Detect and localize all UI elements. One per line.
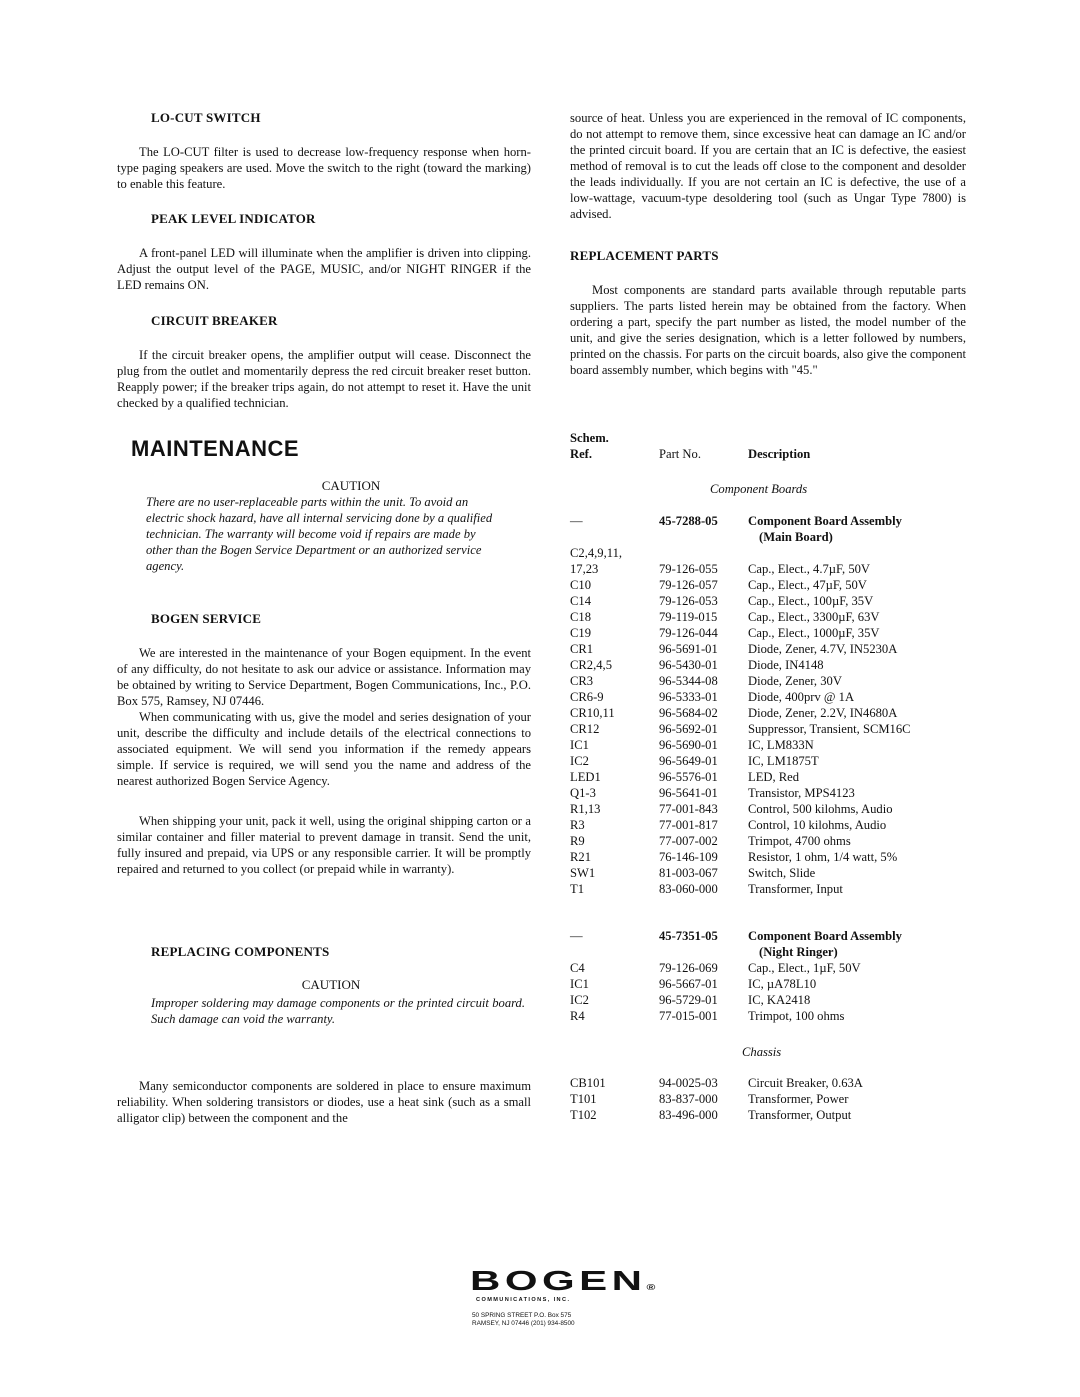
cell-part: 79-119-015 bbox=[659, 610, 718, 624]
cell-desc: Cap., Elect., 4.7µF, 50V bbox=[748, 562, 871, 576]
cell-desc: Trimpot, 4700 ohms bbox=[748, 834, 851, 848]
cell-desc: Trimpot, 100 ohms bbox=[748, 1009, 845, 1023]
breaker-heading: CIRCUIT BREAKER bbox=[151, 313, 278, 328]
peak-body: A front-panel LED will illuminate when the amplifier is driven into clipping. Adjust the output level of the PAGE, MUSIC, and/or NIGHT RINGER if the LED remains ON. bbox=[117, 246, 531, 292]
cell-ref: R1,13 bbox=[570, 802, 601, 816]
cell-ref: CR6-9 bbox=[570, 690, 604, 704]
table-row bbox=[570, 849, 970, 865]
cell-part: 79-126-069 bbox=[659, 961, 718, 975]
cell-desc: Cap., Elect., 47µF, 50V bbox=[748, 578, 867, 592]
cell-desc: Transformer, Output bbox=[748, 1108, 852, 1122]
replacing-heading: REPLACING COMPONENTS bbox=[151, 944, 330, 959]
cell-part: 96-5641-01 bbox=[659, 786, 718, 800]
cell-ref: C18 bbox=[570, 610, 591, 624]
table-row bbox=[570, 705, 970, 721]
breaker-body: If the circuit breaker opens, the amplifier output will cease. Disconnect the plug from the outlet and momentarily depress the red circuit breaker reset button. Reapply power; if the breaker trips again, do not attempt to reset it. Have the unit checked by a qualified technician. bbox=[117, 348, 531, 410]
cell-part: 96-5667-01 bbox=[659, 977, 718, 991]
cell-part: 96-5692-01 bbox=[659, 722, 718, 736]
cell-ref: CR12 bbox=[570, 722, 600, 736]
table-row bbox=[570, 577, 970, 593]
locut-body: The LO-CUT filter is used to decrease low-frequency response when horn-type paging speakers are used. Move the switch to the right (toward the marking) to enable this feature. bbox=[117, 145, 531, 191]
cell-desc: Resistor, 1 ohm, 1/4 watt, 5% bbox=[748, 850, 898, 864]
replacing-caution-body: Improper soldering may damage components or the printed circuit board. Such damage can void the warranty. bbox=[151, 996, 525, 1026]
section-component-boards: Component Boards bbox=[710, 482, 808, 496]
cell-desc: Cap., Elect., 1µF, 50V bbox=[748, 961, 861, 975]
cell-part: 96-5344-08 bbox=[659, 674, 718, 688]
table-row bbox=[570, 625, 970, 641]
cell-ref: SW1 bbox=[570, 866, 596, 880]
cell-desc: Circuit Breaker, 0.63A bbox=[748, 1076, 863, 1090]
bogen-service-heading: BOGEN SERVICE bbox=[151, 611, 262, 626]
cell-desc: IC, µA78L10 bbox=[748, 977, 817, 991]
cell-ref: C19 bbox=[570, 626, 591, 640]
main-board-subtitle: (Main Board) bbox=[759, 530, 833, 544]
main-board-row: — 45-7288-05 Component Board Assembly bbox=[570, 514, 902, 528]
cell-part: 77-001-843 bbox=[659, 802, 718, 816]
cell-ref: IC1 bbox=[570, 977, 589, 991]
cell-desc: Switch, Slide bbox=[748, 866, 816, 880]
cell-ref: T102 bbox=[570, 1108, 597, 1122]
cell-ref: IC2 bbox=[570, 993, 589, 1007]
service-paragraph-2: When communicating with us, give the model and series designation of your unit, describe the difficulty and include details of the electrical connections to associated equipment. We will send you information if the remedy appears simple. If service is required, we will send you the name and address of the nearest authorized Bogen Service Agency. bbox=[117, 710, 531, 788]
cell-desc: Diode, Zener, 30V bbox=[748, 674, 842, 688]
table-row bbox=[570, 865, 970, 881]
caution-body: There are no user-replaceable parts within the unit. To avoid an electric shock hazard, have all internal servicing done by a qualified technician. The warranty will become void if repairs are made by other than the Bogen Service Department or an authorized service agency. bbox=[146, 495, 493, 573]
table-row bbox=[570, 561, 970, 577]
table-row bbox=[570, 769, 970, 785]
cell-ref: C10 bbox=[570, 578, 591, 592]
cell-part: 83-837-000 bbox=[659, 1092, 718, 1106]
desoldering-continued: source of heat. Unless you are experienced in the removal of IC components, do not attempt to remove them, since excessive heat can damage an IC and/or the printed circuit board. If you are certain that an IC is defective, the easiest method of removal is to cut the leads off close to the component and desolder the leads individually. If you are not certain an IC is defective, the use of a low-wattage, vacuum-type desoldering tool (such as Ungar Type 7800) is advised. bbox=[570, 111, 966, 221]
cell-ref: T1 bbox=[570, 882, 584, 896]
caution-title: CAUTION bbox=[321, 478, 381, 493]
table-row bbox=[570, 641, 970, 657]
cell-ref: IC1 bbox=[570, 738, 589, 752]
table-header-row bbox=[570, 446, 970, 462]
logo-company: COMMUNICATIONS, INC. bbox=[476, 1297, 571, 1303]
table-row bbox=[570, 593, 970, 609]
cell-part: 77-007-002 bbox=[659, 834, 718, 848]
night-board-row: — 45-7351-05 Component Board Assembly bbox=[570, 929, 902, 943]
table-row bbox=[570, 1008, 970, 1024]
cell-part: 94-0025-03 bbox=[659, 1076, 718, 1090]
table-row bbox=[570, 1075, 970, 1091]
cell-desc: Diode, Zener, 4.7V, IN5230A bbox=[748, 642, 898, 656]
night-board-subtitle: (Night Ringer) bbox=[759, 945, 838, 959]
cell-ref: CB101 bbox=[570, 1076, 606, 1090]
table-row bbox=[570, 657, 970, 673]
cell-desc: Transformer, Power bbox=[748, 1092, 849, 1106]
table-row bbox=[570, 976, 970, 992]
cell-ref: T101 bbox=[570, 1092, 597, 1106]
table-row bbox=[570, 881, 970, 897]
cell-part: 96-5729-01 bbox=[659, 993, 718, 1007]
cell-desc: IC, LM1875T bbox=[748, 754, 819, 768]
cell-desc: Cap., Elect., 100µF, 35V bbox=[748, 594, 874, 608]
header-desc: Description bbox=[748, 447, 811, 461]
cell-ref: CR3 bbox=[570, 674, 594, 688]
table-row bbox=[570, 609, 970, 625]
bogen-logo: BOGEN® COMMUNICATIONS, INC. 50 SPRING STREET P.O. Box 575 RAMSEY, NJ 07446 (201) 934-8500 bbox=[470, 1265, 660, 1327]
cell-ref: R21 bbox=[570, 850, 591, 864]
service-paragraph-3: When shipping your unit, pack it well, using the original shipping carton or a similar container and filler material to prevent damage in transit. Send the unit, fully insured and prepaid, via UPS or any responsible carrier. It will be promptly repaired and returned to you collect (or prepaid while in warranty). bbox=[117, 814, 531, 876]
replacing-caution-title: CAUTION bbox=[301, 977, 361, 992]
cell-part: 76-146-109 bbox=[659, 850, 718, 864]
cell-desc: IC, KA2418 bbox=[748, 993, 811, 1007]
cell-ref: 17,23 bbox=[570, 562, 599, 576]
table-row bbox=[570, 992, 970, 1008]
cell-desc: Control, 10 kilohms, Audio bbox=[748, 818, 887, 832]
cell-desc: Transformer, Input bbox=[748, 882, 843, 896]
cell-desc: IC, LM833N bbox=[748, 738, 814, 752]
cell-ref: C14 bbox=[570, 594, 591, 608]
cell-part: 96-5576-01 bbox=[659, 770, 718, 784]
cell-part: 79-126-057 bbox=[659, 578, 718, 592]
cell-ref: R4 bbox=[570, 1009, 585, 1023]
cell-ref: Q1-3 bbox=[570, 786, 596, 800]
cell-part: 96-5649-01 bbox=[659, 754, 718, 768]
cell-desc: Diode, 400prv @ 1A bbox=[748, 690, 855, 704]
cell-ref: R3 bbox=[570, 818, 585, 832]
cell-part: 96-5690-01 bbox=[659, 738, 718, 752]
maintenance-title: MAINTENANCE bbox=[131, 436, 300, 461]
cell-ref: LED1 bbox=[570, 770, 601, 784]
parts-table: Schem. Ref. Part No. Description Component Boards — 45-7288-05 Component Board Assembly (Main Board) C2,4,9,11, 17,23 79-126-055 Cap., Elect., 4.7µF, 50V C10 79-126-057 Cap., Elect., 47µF, 50V C14 79-126-053 Cap., Elect., 100µF, 35V C18 79-119-015 Cap., Elect., 3300µF, 63V C19 79-126-044 Cap., Elect., 1000µF, 35V CR1 96-5691-01 Diode, Zener, 4.7V, IN5230A CR2,4,5 96-5430-01 Diode, IN4148 CR3 96-5344-08 Diode, Zener, 30V CR6-9 96-5333-01 Diode, 400prv @ 1A CR10,11 96-5684-02 Diode, Zener, 2.2V, IN4680A CR12 96-5692-01 Suppressor, Transient, SCM16C IC1 96-5690-01 IC, LM833N IC2 96-5649-01 IC, LM1875T LED1 96-5576-01 LED, Red Q1-3 96-5641-01 Transistor, MPS4123 R1,13 77-001-843 Control, 500 kilohms, Audio R3 77-001-817 Control, 10 kilohms, Audio R9 77-007-002 Trimpot, 4700 ohms R21 76-146-109 Resistor, 1 ohm, 1/4 watt, 5% SW1 81-003-067 Switch, Slide T1 83-060-000 Transformer, Input — 45-7351-05 Component Board Assembly (Night Ringer) C4 79-126-069 Cap., Elect., 1µF, 50V IC1 96-5667-01 IC, µA78L10 IC2 96-5729-01 IC, KA2418 R4 77-015-001 Trimpot, 100 ohms Chassis CB101 94-0025-03 Circuit Breaker, 0.63A T101 83-837-000 Transformer, Power T102 83-496-000 Transformer, Output bbox=[570, 430, 970, 1130]
logo-wordmark: BOGEN bbox=[470, 1265, 647, 1296]
cell-desc: LED, Red bbox=[748, 770, 800, 784]
cell-part: 83-496-000 bbox=[659, 1108, 718, 1122]
cell-desc: Transistor, MPS4123 bbox=[748, 786, 855, 800]
footer-address-1: 50 SPRING STREET P.O. Box 575 bbox=[472, 1312, 572, 1319]
footer-address-2: RAMSEY, NJ 07446 (201) 934-8500 bbox=[472, 1320, 575, 1327]
replacing-body: Many semiconductor components are soldered in place to ensure maximum reliability. When soldering transistors or diodes, use a heat sink (such as a small alligator clip) between the component and the bbox=[117, 1079, 531, 1125]
cell-part: 96-5430-01 bbox=[659, 658, 718, 672]
cell-part: 77-015-001 bbox=[659, 1009, 718, 1023]
table-row bbox=[570, 785, 970, 801]
table-row bbox=[570, 801, 970, 817]
peak-heading: PEAK LEVEL INDICATOR bbox=[151, 211, 316, 226]
cell-part: 96-5691-01 bbox=[659, 642, 718, 656]
table-row bbox=[570, 960, 970, 976]
locut-heading: LO-CUT SWITCH bbox=[151, 110, 261, 125]
table-row bbox=[570, 737, 970, 753]
section-chassis: Chassis bbox=[742, 1045, 782, 1059]
cell-desc: Suppressor, Transient, SCM16C bbox=[748, 722, 911, 736]
cell-part: 83-060-000 bbox=[659, 882, 718, 896]
table-row bbox=[570, 721, 970, 737]
table-row bbox=[570, 1107, 970, 1123]
table-row bbox=[570, 1091, 970, 1107]
cell-part: 79-126-055 bbox=[659, 562, 718, 576]
header-part: Part No. bbox=[659, 447, 701, 461]
cell-ref: C4 bbox=[570, 961, 585, 975]
table-row bbox=[570, 545, 970, 561]
cell-desc: Cap., Elect., 1000µF, 35V bbox=[748, 626, 880, 640]
cell-ref: CR2,4,5 bbox=[570, 658, 612, 672]
table-row bbox=[570, 689, 970, 705]
cell-part: 96-5684-02 bbox=[659, 706, 718, 720]
cell-part: 77-001-817 bbox=[659, 818, 718, 832]
cell-ref: CR10,11 bbox=[570, 706, 615, 720]
service-paragraph-1: We are interested in the maintenance of your Bogen equipment. In the event of any difficulty, do not hesitate to ask our advice or assistance. Information may be obtained by writing to Service Department, Bogen Communications, Inc., P.O. Box 575, Ramsey, NJ 07446. bbox=[117, 646, 531, 708]
cell-ref: R9 bbox=[570, 834, 585, 848]
header-ref: Ref. bbox=[570, 447, 593, 461]
cell-ref: CR1 bbox=[570, 642, 594, 656]
cell-part: 96-5333-01 bbox=[659, 690, 718, 704]
cell-ref: C2,4,9,11, bbox=[570, 546, 623, 560]
cell-desc: Diode, Zener, 2.2V, IN4680A bbox=[748, 706, 898, 720]
replacement-parts-body: Most components are standard parts available through reputable parts suppliers. The parts listed herein may be obtained from the factory. When ordering a part, specify the part number as listed, the model number of the unit, and give the series designation, which is a letter followed by numbers, printed on the chassis. For parts on the circuit boards, also give the component board assembly number, which begins with "45." bbox=[570, 283, 966, 377]
replacement-parts-heading: REPLACEMENT PARTS bbox=[570, 248, 719, 263]
cell-desc: Cap., Elect., 3300µF, 63V bbox=[748, 610, 880, 624]
table-row bbox=[570, 753, 970, 769]
table-row bbox=[570, 833, 970, 849]
table-row bbox=[570, 673, 970, 689]
cell-part: 79-126-053 bbox=[659, 594, 718, 608]
cell-desc: Control, 500 kilohms, Audio bbox=[748, 802, 893, 816]
cell-ref: IC2 bbox=[570, 754, 589, 768]
cell-part: 81-003-067 bbox=[659, 866, 718, 880]
cell-desc: Diode, IN4148 bbox=[748, 658, 824, 672]
table-row bbox=[570, 817, 970, 833]
cell-part: 79-126-044 bbox=[659, 626, 718, 640]
